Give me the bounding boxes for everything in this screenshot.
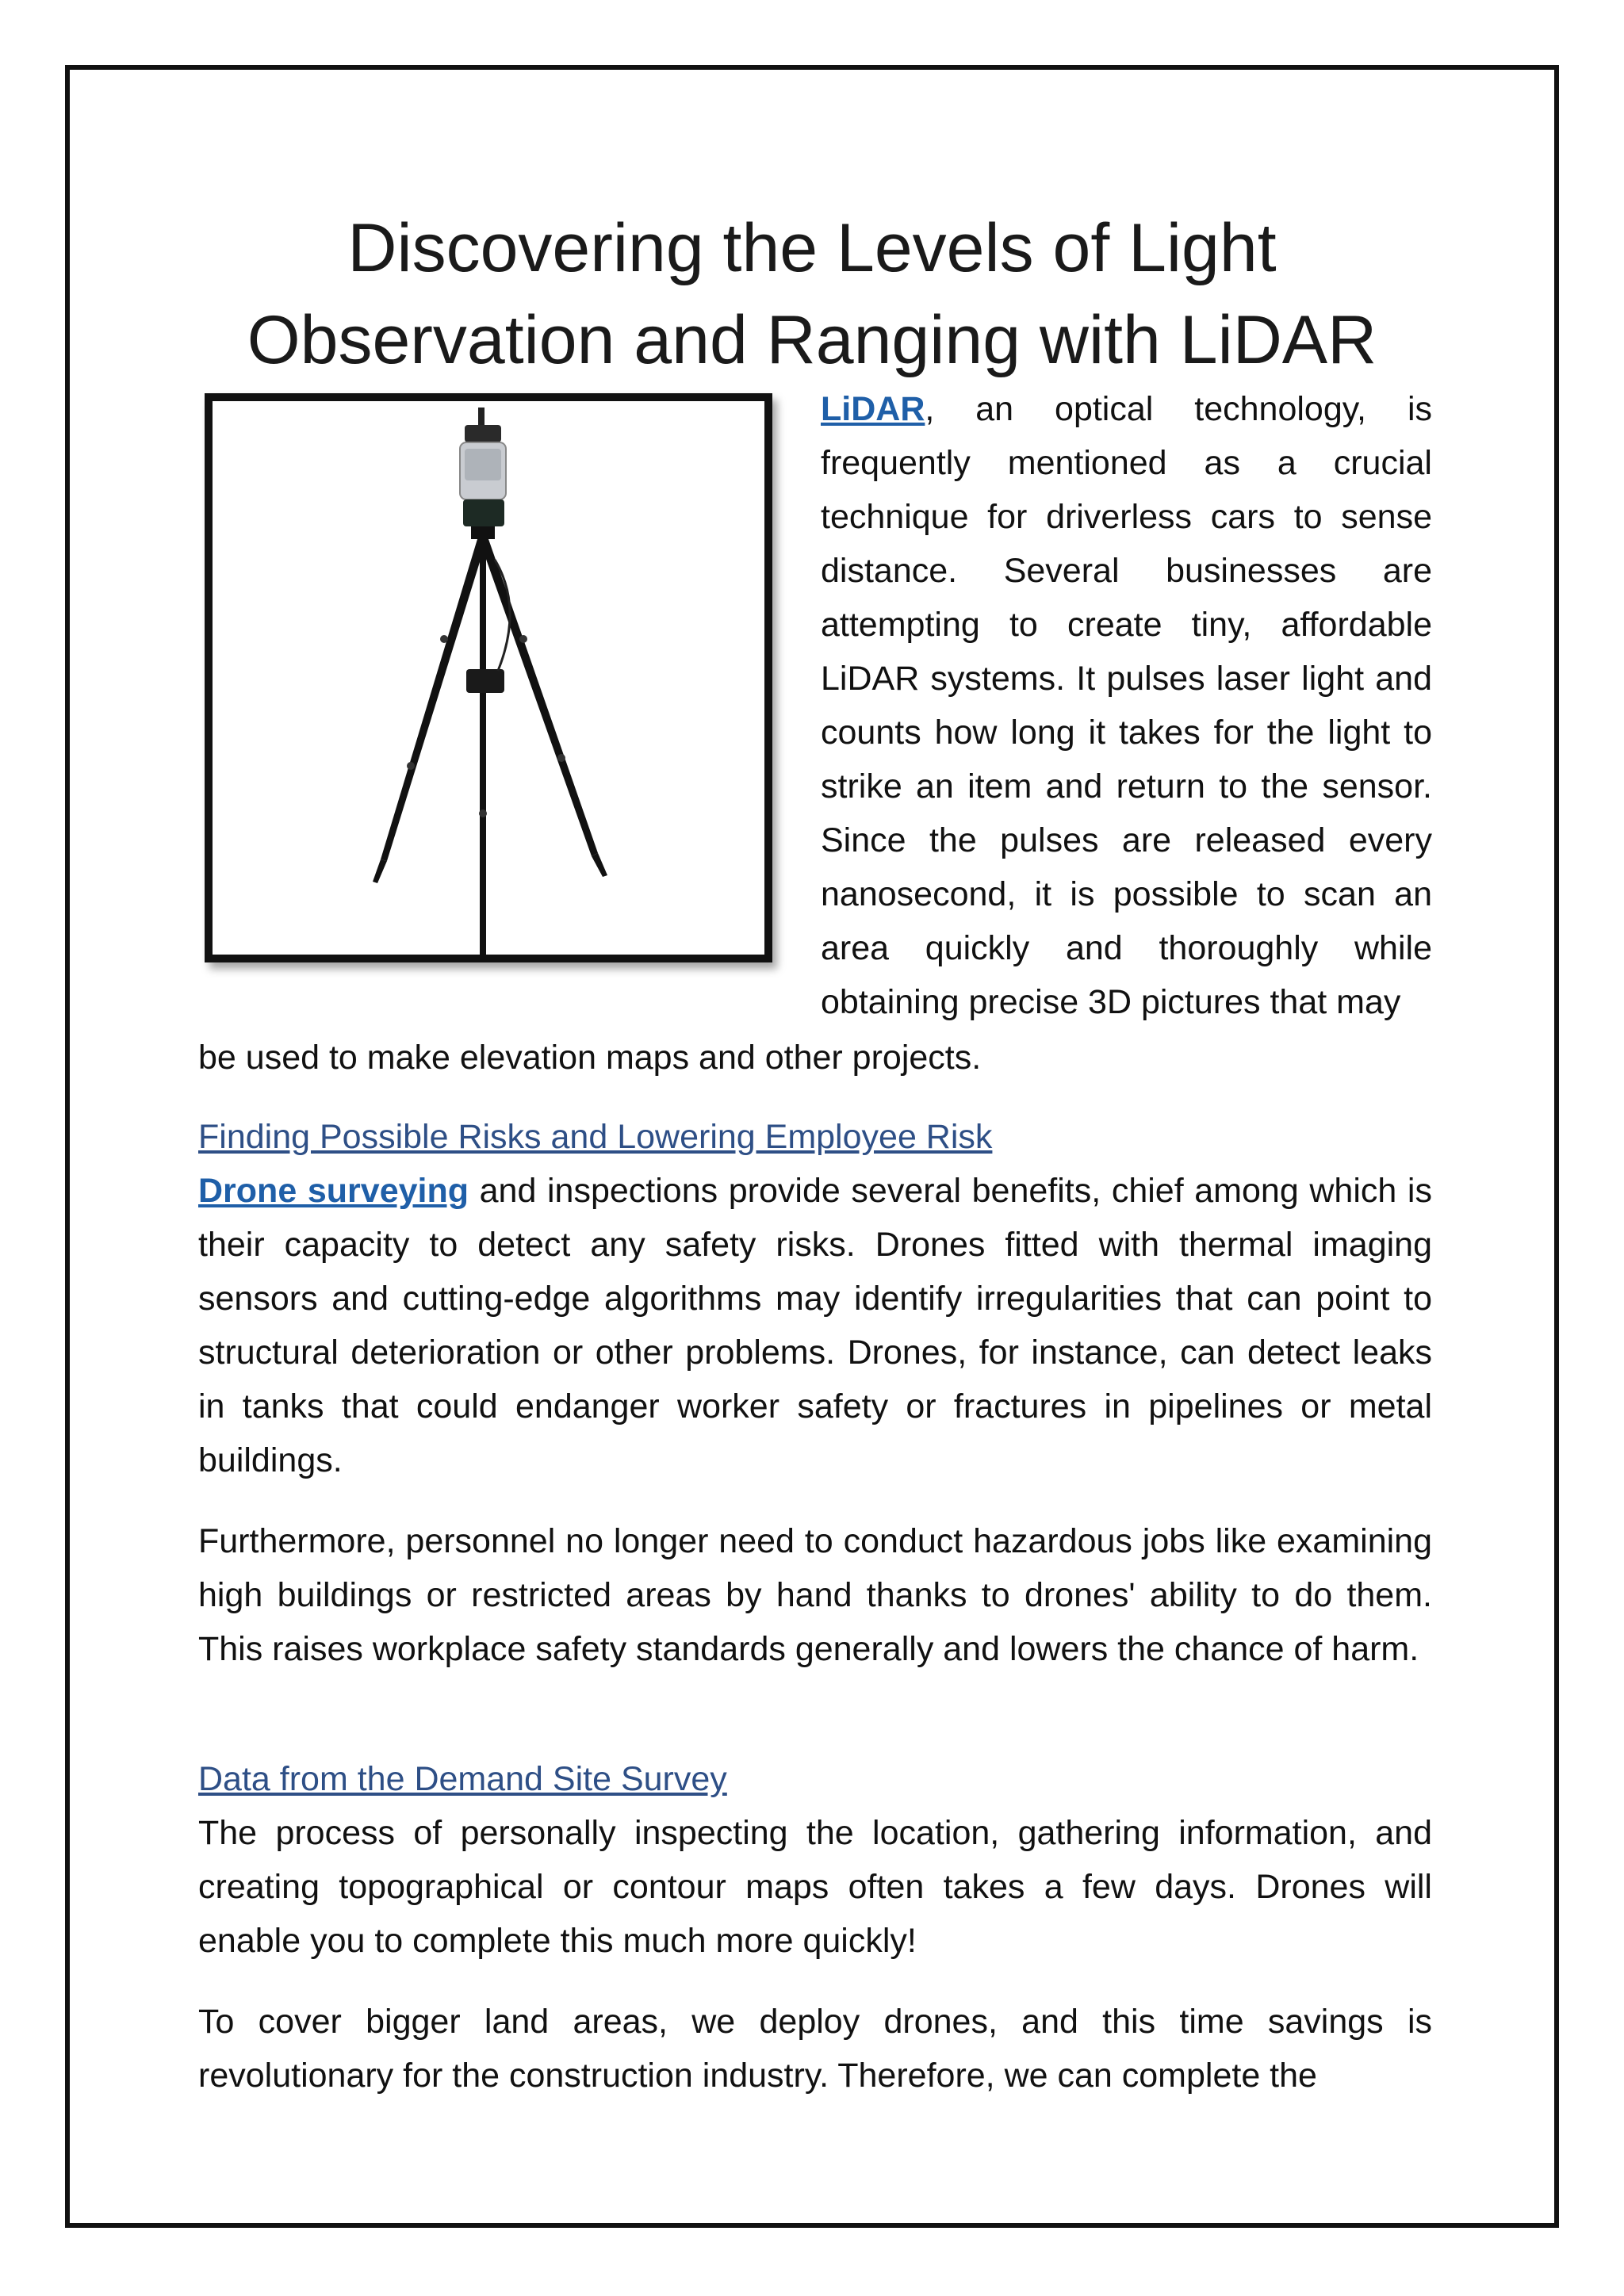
section-risks <box>198 1110 1432 1676</box>
section-heading-survey[interactable]: Data from the Demand Site Survey <box>198 1760 727 1798</box>
page-title <box>65 202 1559 386</box>
lidar-tripod-image <box>205 393 772 962</box>
section-survey <box>198 1752 1432 2103</box>
tripod-icon <box>213 401 764 955</box>
intro-paragraph <box>821 382 1432 1029</box>
survey-paragraph-1: The process of personally inspecting the location, gathering information, and creating topographical or contour maps often takes a few days. Drones will enable you to complete this much more quickly! <box>198 1814 1432 1960</box>
title-line-2: Observation and Ranging with LiDAR <box>247 302 1377 378</box>
survey-paragraph-2: To cover bigger land areas, we deploy drones, and this time savings is revolutionary for the construction industry. Therefore, we can complete the <box>198 2003 1432 2095</box>
risks-paragraph-1 <box>198 1164 1432 1487</box>
section-heading-risks[interactable]: Finding Possible Risks and Lowering Employee Risk <box>198 1118 993 1156</box>
drone-surveying-link[interactable]: Drone surveying <box>198 1172 469 1210</box>
risks-paragraph-1-text: and inspections provide several benefits, chief among which is their capacity to detect any safety risks. Drones fitted with thermal imaging sensors and cutting-edge algorithms may identify irregularities that can point to structural deterioration or other problems. Drones, for instance, can detect leaks in tanks that could endanger worker safety or fractures in pipelines or metal buildings. <box>198 1172 1432 1479</box>
title-line-1: Discovering the Levels of Light <box>347 210 1277 286</box>
risks-paragraph-2: Furthermore, personnel no longer need to conduct hazardous jobs like examining high buildings or restricted areas by hand thanks to drones' ability to do them. This raises workplace safety standards generally and lowers the chance of harm. <box>198 1522 1432 1668</box>
intro-text: , an optical technology, is frequently mentioned as a crucial technique for driverless cars to sense distance. Several businesses are attempting to create tiny, affordable LiDAR systems. It pulses laser light and counts how long it takes for the light to strike an item and return to the sensor. Since the pulses are released every nanosecond, it is possible to scan an area quickly and thoroughly while obtaining precise 3D pictures that may <box>821 390 1432 1021</box>
intro-tail: be used to make elevation maps and other projects. <box>198 1039 982 1077</box>
lidar-link[interactable]: LiDAR <box>821 390 925 428</box>
